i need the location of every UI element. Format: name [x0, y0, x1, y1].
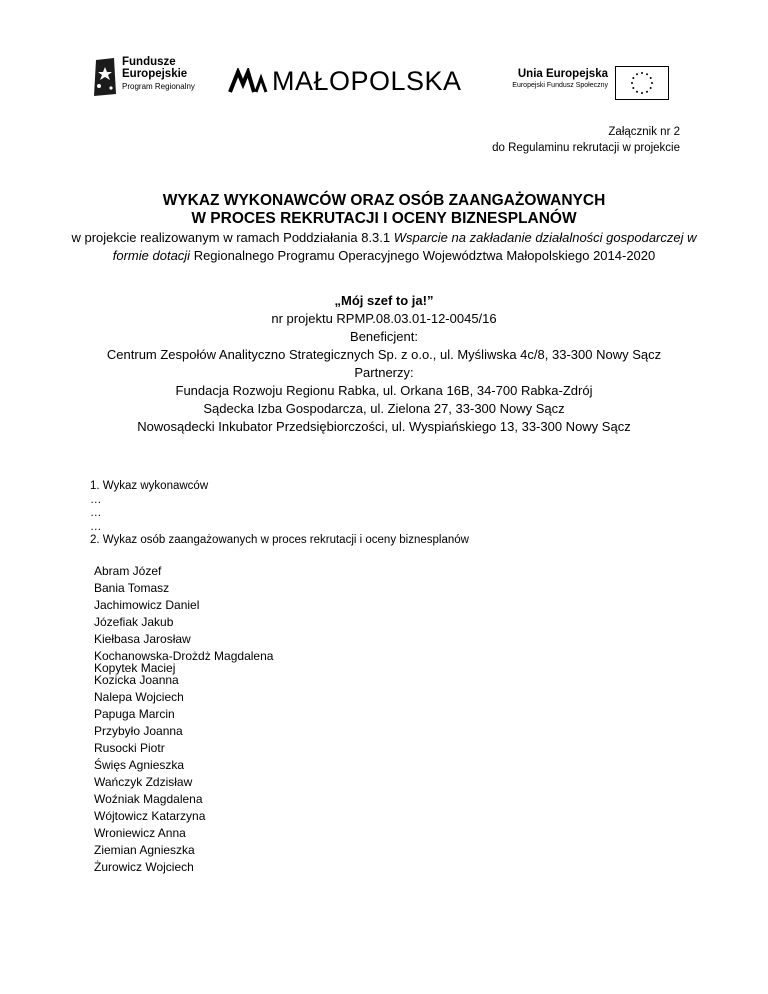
list-item: Żurowicz Wojciech: [94, 860, 194, 874]
partner-item: Nowosądecki Inkubator Przedsiębiorczości, ul. Wyspiańskiego 13, 33-300 Nowy Sącz: [137, 419, 631, 434]
contents-item-2: 2. Wykaz osób zaangażowanych w proces rekrutacji i oceny biznesplanów: [90, 534, 469, 546]
list-item: Ziemian Agnieszka: [94, 843, 195, 857]
list-item: Przybyło Joanna: [94, 724, 183, 738]
fundusze-line2: Europejskie: [122, 68, 188, 80]
intro-paragraph: [60, 229, 708, 265]
list-item: Józefiak Jakub: [94, 615, 174, 629]
list-item: Rusocki Piotr: [94, 741, 165, 755]
partners-label: Partnerzy:: [354, 365, 414, 380]
partner-item: Fundacja Rozwoju Regionu Rabka, ul. Orkana 16B, 34-700 Rabka-Zdrój: [175, 383, 593, 398]
fundusze-line1: Fundusze: [122, 56, 176, 68]
beneficiary: Centrum Zespołów Analityczno Strategicznych Sp. z o.o., ul. Myśliwska 4c/8, 33-300 Nowy Sącz: [106, 347, 662, 362]
list-item: Jachimowicz Daniel: [94, 598, 200, 612]
attachment-line2: do Regulaminu rekrutacji w projekcie: [492, 142, 680, 154]
partner-item: Sądecka Izba Gospodarcza, ul. Zielona 27, 33-300 Nowy Sącz: [203, 401, 565, 416]
list-item: Abram Józef: [94, 564, 162, 578]
project-name: „Mój szef to ja!”: [334, 293, 434, 308]
list-item: Woźniak Magdalena: [94, 792, 203, 806]
list-item: Kozicka Joanna: [94, 673, 179, 687]
ellipsis: …: [90, 493, 102, 506]
intro-part1: w projekcie realizowanym w ramach Poddziałania 8.3.1: [71, 230, 394, 245]
attachment-line1: Załącznik nr 2: [608, 126, 680, 138]
beneficiary-label: Beneficjent:: [350, 329, 418, 344]
list-item: Wójtowicz Katarzyna: [94, 809, 206, 823]
title-line2: W PROCES REKRUTACJI I OCENY BIZNESPLANÓW: [191, 210, 577, 227]
eu-flag-icon: [615, 66, 669, 100]
ellipsis: …: [90, 520, 102, 533]
people-list: [94, 563, 273, 876]
list-item: Papuga Marcin: [94, 707, 175, 721]
malopolska-text: MAŁOPOLSKA: [272, 66, 462, 96]
document-title: [0, 192, 768, 228]
attachment-note: [492, 124, 680, 156]
project-info: [0, 292, 768, 436]
fundusze-star-icon: [92, 58, 118, 96]
unia-europejska-logo: [508, 66, 678, 100]
list-item: Kopytek Maciej: [94, 661, 176, 675]
list-item: Kiełbasa Jarosław: [94, 632, 191, 646]
malopolska-logo: [228, 66, 488, 100]
ellipsis: …: [90, 507, 102, 519]
list-item: Kochanowska-Drożdż Magdalena: [94, 649, 274, 663]
list-item: Nalepa Wojciech: [94, 690, 184, 704]
project-number: nr projektu RPMP.08.03.01-12-0045/16: [271, 311, 497, 326]
title-line1: WYKAZ WYKONAWCÓW ORAZ OSÓB ZAANGAŻOWANYCH: [162, 192, 606, 209]
fundusze-europejskie-logo: [92, 56, 222, 98]
list-item: Bania Tomasz: [94, 581, 170, 595]
intro-part2: Regionalnego Programu Operacyjnego Województwa Małopolskiego 2014-2020: [190, 248, 656, 263]
contents-item-1: 1. Wykaz wykonawców: [90, 480, 209, 492]
fundusze-line3: Program Regionalny: [122, 82, 195, 91]
malopolska-mountain-icon: [228, 68, 268, 94]
list-item: Wańczyk Zdzisław: [94, 775, 193, 789]
contents-list: [90, 480, 469, 548]
list-item: Święs Agnieszka: [94, 758, 185, 772]
intro-italic: Wsparcie na zakładanie działalności gospodarczej w formie dotacji: [112, 230, 697, 263]
ue-line2: Europejski Fundusz Społeczny: [512, 82, 608, 89]
ue-line1: Unia Europejska: [517, 68, 608, 80]
logo-band: [0, 52, 768, 102]
list-item: Wroniewicz Anna: [94, 826, 186, 840]
